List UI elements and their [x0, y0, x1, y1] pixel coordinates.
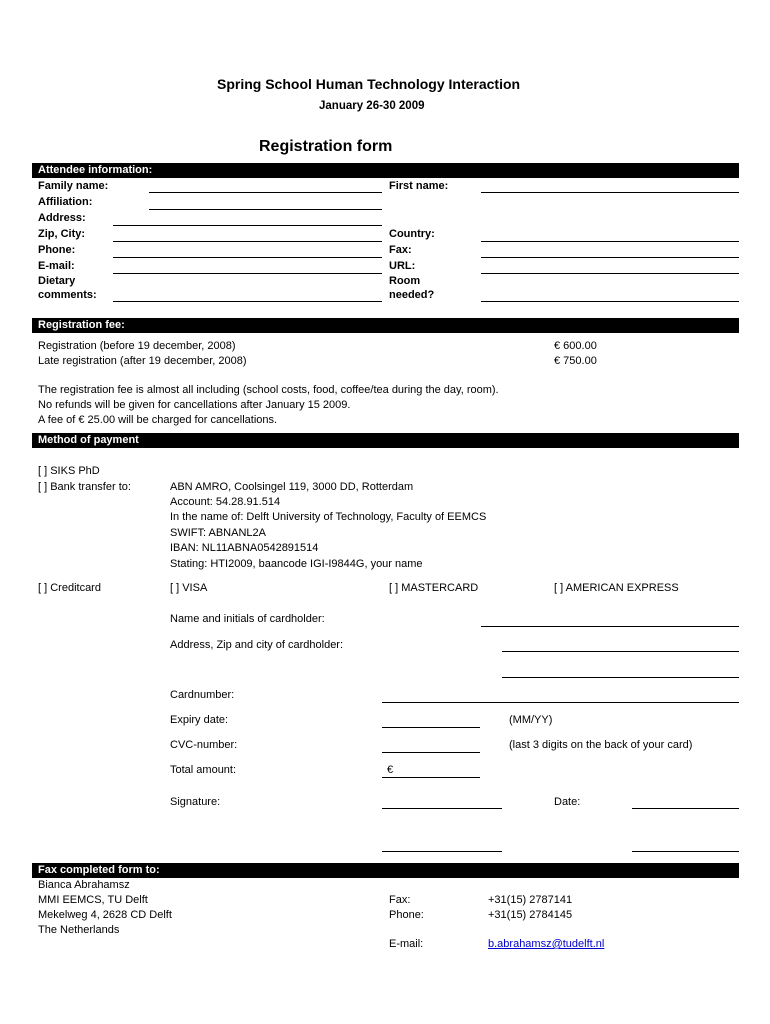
cardholder-address-field-2[interactable]	[502, 677, 739, 678]
room-label-line2: needed?	[389, 289, 435, 301]
contact-country: The Netherlands	[38, 924, 120, 936]
cvc-field[interactable]	[382, 752, 480, 753]
bank-transfer-option[interactable]: [ ] Bank transfer to:	[38, 481, 131, 493]
country-label: Country:	[389, 228, 435, 240]
bank-line: Account: 54.28.91.514	[170, 496, 281, 508]
cvc-hint: (last 3 digits on the back of your card)	[509, 739, 693, 751]
visa-option[interactable]: [ ] VISA	[170, 582, 208, 594]
payment-section-header: Method of payment	[32, 433, 739, 448]
expiry-field[interactable]	[382, 727, 480, 728]
address-label: Address:	[38, 212, 86, 224]
bank-line: In the name of: Delft University of Technology, Faculty of EEMCS	[170, 511, 487, 523]
zip-city-label: Zip, City:	[38, 228, 86, 240]
family-name-label: Family name:	[38, 180, 109, 192]
fee-regular-amount: € 600.00	[554, 340, 597, 352]
country-field[interactable]	[481, 241, 739, 242]
fax-section-header: Fax completed form to:	[32, 863, 739, 878]
bank-line: IBAN: NL11ABNA0542891514	[170, 542, 319, 554]
room-label-line1: Room	[389, 275, 421, 287]
signature-label: Signature:	[170, 796, 221, 808]
url-label: URL:	[389, 260, 416, 272]
first-name-label: First name:	[389, 180, 449, 192]
contact-name: Bianca Abrahamsz	[38, 879, 130, 891]
signature-field[interactable]	[382, 808, 502, 809]
cardnumber-field[interactable]	[382, 702, 739, 703]
date-label: Date:	[554, 796, 581, 808]
dietary-label-line2: comments:	[38, 289, 97, 301]
zip-city-field[interactable]	[113, 241, 382, 242]
fee-regular-label: Registration (before 19 december, 2008)	[38, 340, 236, 352]
bank-line: ABN AMRO, Coolsingel 119, 3000 DD, Rotterdam	[170, 481, 414, 493]
affiliation-field[interactable]	[149, 209, 382, 210]
dietary-field[interactable]	[113, 301, 382, 302]
siks-phd-option[interactable]: [ ] SIKS PhD	[38, 465, 100, 477]
cardholder-name-field[interactable]	[481, 626, 739, 627]
contact-email-link[interactable]: b.abrahamsz@tudelft.nl	[488, 938, 605, 950]
document-title: Spring School Human Technology Interaction	[217, 76, 521, 92]
contact-fax-label: Fax:	[389, 894, 411, 906]
fee-note-inclusive: The registration fee is almost all including (school costs, food, coffee/tea during the day, room).	[38, 384, 499, 396]
contact-email-label: E-mail:	[389, 938, 424, 950]
expiry-label: Expiry date:	[170, 714, 229, 726]
fee-note-refunds: No refunds will be given for cancellations after January 15 2009.	[38, 399, 351, 411]
phone-field[interactable]	[113, 257, 382, 258]
first-name-field[interactable]	[481, 192, 739, 193]
date-field[interactable]	[632, 808, 739, 809]
fee-late-label: Late registration (after 19 december, 2008)	[38, 355, 247, 367]
contact-street: Mekelweg 4, 2628 CD Delft	[38, 909, 172, 921]
signature-line-2[interactable]	[382, 851, 502, 852]
email-label: E-mail:	[38, 260, 75, 272]
fee-note-cancellation: A fee of € 25.00 will be charged for cancellations.	[38, 414, 278, 426]
contact-phone-label: Phone:	[389, 909, 424, 921]
total-amount-label: Total amount:	[170, 764, 237, 776]
contact-phone-value: +31(15) 2784145	[488, 909, 573, 921]
date-line-2[interactable]	[632, 851, 739, 852]
url-field[interactable]	[481, 273, 739, 274]
cardholder-address-label: Address, Zip and city of cardholder:	[170, 639, 344, 651]
bank-line: SWIFT: ABNANL2A	[170, 527, 266, 539]
phone-label: Phone:	[38, 244, 76, 256]
amex-option[interactable]: [ ] AMERICAN EXPRESS	[554, 582, 679, 594]
creditcard-option[interactable]: [ ] Creditcard	[38, 582, 101, 594]
expiry-hint: (MM/YY)	[509, 714, 553, 726]
room-field[interactable]	[481, 301, 739, 302]
fax-label: Fax:	[389, 244, 412, 256]
fee-late-amount: € 750.00	[554, 355, 597, 367]
contact-fax-value: +31(15) 2787141	[488, 894, 573, 906]
family-name-field[interactable]	[149, 192, 382, 193]
fax-field[interactable]	[481, 257, 739, 258]
bank-line: Stating: HTI2009, baancode IGI-I9844G, your name	[170, 558, 423, 570]
document-dates: January 26-30 2009	[319, 100, 425, 112]
email-field[interactable]	[113, 273, 382, 274]
cardholder-name-label: Name and initials of cardholder:	[170, 613, 325, 625]
contact-dept: MMI EEMCS, TU Delft	[38, 894, 148, 906]
fee-section-header: Registration fee:	[32, 318, 739, 333]
address-field[interactable]	[113, 225, 382, 226]
cvc-label: CVC-number:	[170, 739, 238, 751]
cardholder-address-field[interactable]	[502, 651, 739, 652]
form-title: Registration form	[259, 138, 393, 155]
affiliation-label: Affiliation:	[38, 196, 93, 208]
cardnumber-label: Cardnumber:	[170, 689, 235, 701]
attendee-section-header: Attendee information:	[32, 163, 739, 178]
total-amount-field[interactable]	[382, 777, 480, 778]
dietary-label-line1: Dietary	[38, 275, 76, 287]
mastercard-option[interactable]: [ ] MASTERCARD	[389, 582, 479, 594]
total-currency: €	[387, 764, 394, 776]
